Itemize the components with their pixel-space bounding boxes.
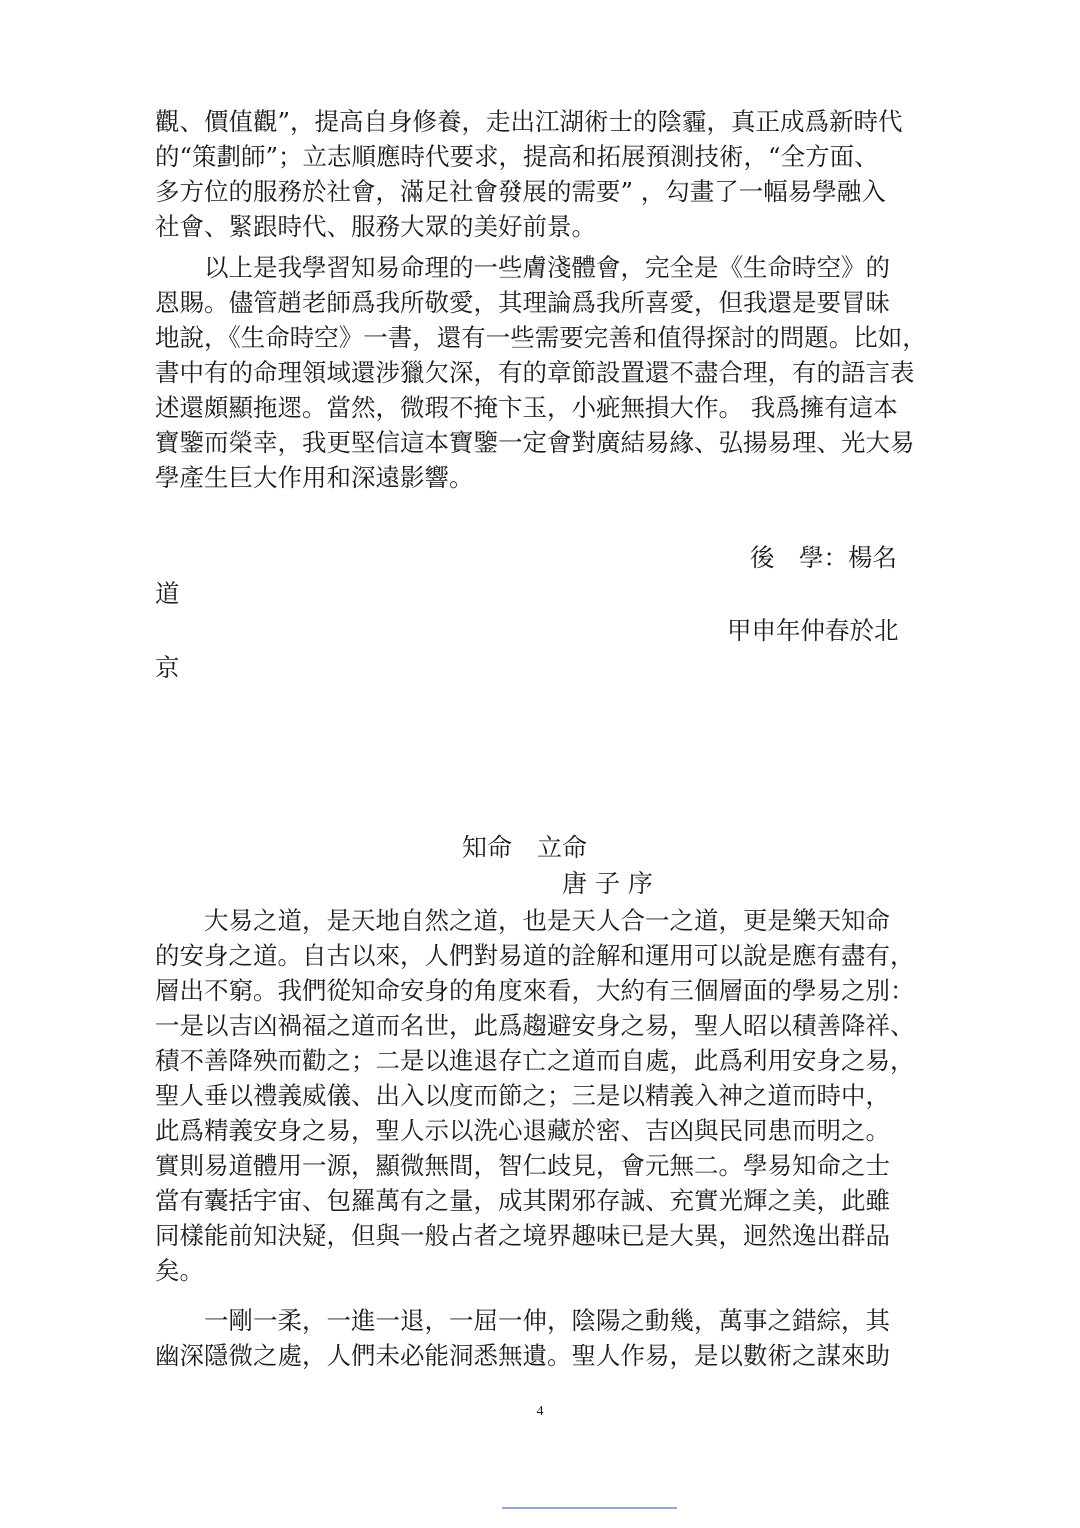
page-number: 4 [536, 1404, 544, 1419]
text-line: 書中有的命理領域還涉獵欠深，有的章節設置還不盡合理，有的語言表 [155, 358, 915, 387]
text-line: 大易之道，是天地自然之道，也是天人合一之道，更是樂天知命 [155, 906, 890, 935]
paragraph-3 [155, 903, 930, 1288]
text-line: 積不善降殃而勸之；二是以進退存亡之道而自處，此爲利用安身之易， [155, 1046, 915, 1075]
text-line: 寶鑒而榮幸，我更堅信這本寶鑒一定會對廣結易緣、弘揚易理、光大易 [155, 428, 915, 457]
text-line: 學產生巨大作用和深遠影響。 [155, 463, 474, 492]
text-line: 一是以吉凶禍福之道而名世，此爲趨避安身之易，聖人昭以積善降祥、 [155, 1011, 915, 1040]
paragraph-4 [155, 1303, 930, 1373]
text-line: 的“策劃師”；立志順應時代要求，提高和拓展預測技術，“全方面、 [155, 142, 879, 171]
section-subtitle: 唐 子 序 [562, 869, 653, 898]
text-line: 聖人垂以禮義威儀、出入以度而節之；三是以精義入神之道而時中， [155, 1081, 890, 1110]
text-line: 多方位的服務於社會，滿足社會發展的需要” ，勾畫了一幅易學融入 [155, 177, 886, 206]
paragraph-1 [155, 104, 930, 244]
signature-date: 甲申年仲春於北 [727, 616, 899, 645]
paragraph-2 [155, 250, 930, 495]
footer-divider [502, 1507, 677, 1509]
text-line: 觀、價值觀”，提高自身修養，走出江湖術士的陰霾，真正成爲新時代 [155, 107, 903, 136]
text-line: 述還頗顯拖遝。當然，微瑕不掩卞玉，小疵無損大作。 我爲擁有這本 [155, 393, 898, 422]
text-line: 社會、緊跟時代、服務大眾的美好前景。 [155, 212, 596, 241]
signature-author: 後 學：楊名 [750, 543, 897, 572]
text-line: 同樣能前知決疑，但與一般占者之境界趣味已是大異，迥然逸出群品 [155, 1221, 890, 1250]
text-line: 以上是我學習知易命理的一些膚淺體會，完全是《生命時空》的 [155, 253, 890, 282]
text-line: 幽深隱微之處，人們未必能洞悉無遺。聖人作易，是以數術之謀來助 [155, 1341, 890, 1370]
text-line: 的安身之道。自古以來，人們對易道的詮解和運用可以說是應有盡有， [155, 941, 915, 970]
text-line: 恩賜。儘管趙老師爲我所敬愛，其理論爲我所喜愛，但我還是要冒昧 [155, 288, 890, 317]
signature-date-wrap: 京 [155, 653, 180, 682]
signature-author-wrap: 道 [155, 579, 180, 608]
text-line: 實則易道體用一源，顯微無間，智仁歧見，會元無二。學易知命之士 [155, 1151, 890, 1180]
text-line: 層出不窮。我們從知命安身的角度來看，大約有三個層面的學易之別： [155, 976, 915, 1005]
section-title: 知命 立命 [462, 833, 588, 862]
text-line: 地說，《生命時空》一書，還有一些需要完善和值得探討的問題。比如， [155, 323, 927, 352]
text-line: 一剛一柔，一進一退，一屈一伸，陰陽之動幾，萬事之錯綜，其 [155, 1306, 890, 1335]
text-line: 矣。 [155, 1256, 204, 1285]
text-line: 當有囊括宇宙、包羅萬有之量，成其閑邪存誠、充實光輝之美，此雖 [155, 1186, 890, 1215]
text-line: 此爲精義安身之易，聖人示以洗心退藏於密、吉凶與民同患而明之。 [155, 1116, 890, 1145]
